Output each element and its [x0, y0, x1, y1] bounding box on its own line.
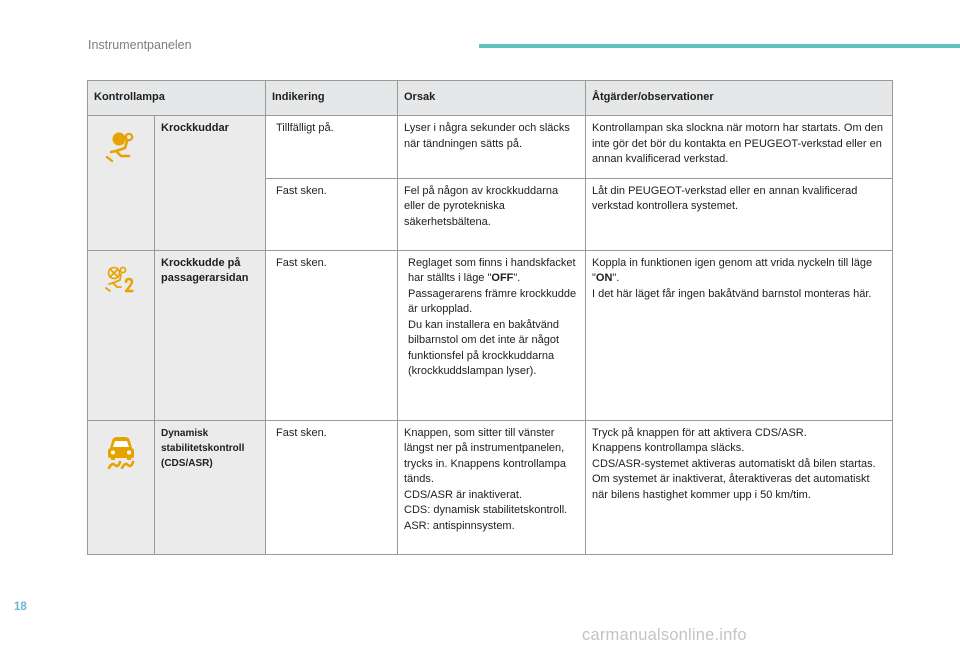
action-passenger-airbag-line1: Koppla in funktionen igen genom att vrida nyckeln till läge "ON". [592, 256, 873, 284]
cause-passenger-airbag [398, 250, 586, 420]
stability-icon-cell [88, 420, 155, 554]
action-stability-line3: CDS/ASR-systemet aktiveras automatiskt då bilen startas. [592, 457, 876, 470]
table-row [88, 116, 893, 179]
passenger-airbag-off-icon [104, 265, 138, 295]
column-header-indication: Indikering [266, 81, 398, 116]
action-passenger-airbag-line2: I det här läget får ingen bakåtvänd barnstol monteras här. [592, 287, 872, 300]
cause-airbag-temporary: Lyser i några sekunder och släcks när tändningen sätts på. [398, 116, 586, 179]
table-row [88, 250, 893, 420]
column-header-action: Åtgärder/observationer [586, 81, 893, 116]
watermark: carmanualsonline.info [582, 626, 747, 644]
off-position-label: OFF [491, 272, 514, 284]
action-airbag-temporary: Kontrollampan ska slockna när motorn har startats. Om den inte gör det bör du kontakta en PEUGEOT-verkstad eller en annan kvalificerad verkstad. [586, 116, 893, 179]
airbag-icon-cell [88, 116, 155, 251]
indication-passenger-airbag: Fast sken. [266, 250, 398, 420]
indication-airbag-temporary: Tillfälligt på. [266, 116, 398, 179]
lamp-name-airbag: Krockkuddar [155, 116, 266, 251]
action-passenger-airbag [586, 250, 893, 420]
table-row [88, 420, 893, 554]
action-airbag-fixed: Låt din PEUGEOT-verkstad eller en annan kvalificerad verkstad kontrollera systemet. [586, 178, 893, 250]
section-title: Instrumentpanelen [88, 38, 192, 52]
warning-lamp-table [87, 80, 893, 555]
stability-control-icon [105, 435, 137, 469]
action-stability-line2: Knappens kontrollampa släcks. [592, 442, 745, 454]
action-stability-line4: Om systemet är inaktiverat, återaktiveras det automatiskt när bilens hastighet kommer upp i 50 km/tim. [592, 473, 870, 501]
cause-stability-line1: Knappen, som sitter till vänster längst ner på instrumentpanelen, trycks in. Knappens kontrollampa tänds. [404, 426, 567, 485]
cause-stability-line4: ASR: antispinnsystem. [404, 519, 515, 532]
passenger-airbag-icon-cell [88, 250, 155, 420]
cause-stability-line2: CDS/ASR är inaktiverat. [404, 488, 522, 501]
cause-passenger-airbag-line1: Reglaget som finns i handskfacket har ställts i läge "OFF". [408, 256, 576, 284]
action-stability-line1: Tryck på knappen för att aktivera CDS/ASR. [592, 426, 807, 439]
on-position-label: ON [595, 272, 613, 284]
header-accent-bar [479, 44, 960, 48]
cause-airbag-fixed: Fel på någon av krockkuddarna eller de pyrotekniska säkerhetsbältena. [398, 178, 586, 250]
airbag-warning-icon [104, 130, 138, 164]
page-number: 18 [14, 601, 27, 613]
cause-passenger-airbag-line3: Du kan installera en bakåtvänd bilbarnstol om det inte är något funktionsfel på krockkuddarna (krockkuddslampan lyser). [408, 318, 560, 377]
cause-stability-line3: CDS: dynamisk stabilitetskontroll. [404, 504, 568, 516]
action-stability-control [586, 420, 893, 554]
lamp-name-stability-control: Dynamisk stabilitetskontroll (CDS/ASR) [155, 420, 266, 554]
table-header-row [88, 81, 893, 116]
indication-airbag-fixed: Fast sken. [266, 178, 398, 250]
column-header-cause: Orsak [398, 81, 586, 116]
column-header-lamp: Kontrollampa [88, 81, 266, 116]
cause-passenger-airbag-line2: Passagerarens främre krockkudde är urkopplad. [408, 287, 577, 315]
indication-stability-control: Fast sken. [266, 420, 398, 554]
cause-stability-control [398, 420, 586, 554]
lamp-name-passenger-airbag: Krockkudde på passagerarsidan [155, 250, 266, 420]
